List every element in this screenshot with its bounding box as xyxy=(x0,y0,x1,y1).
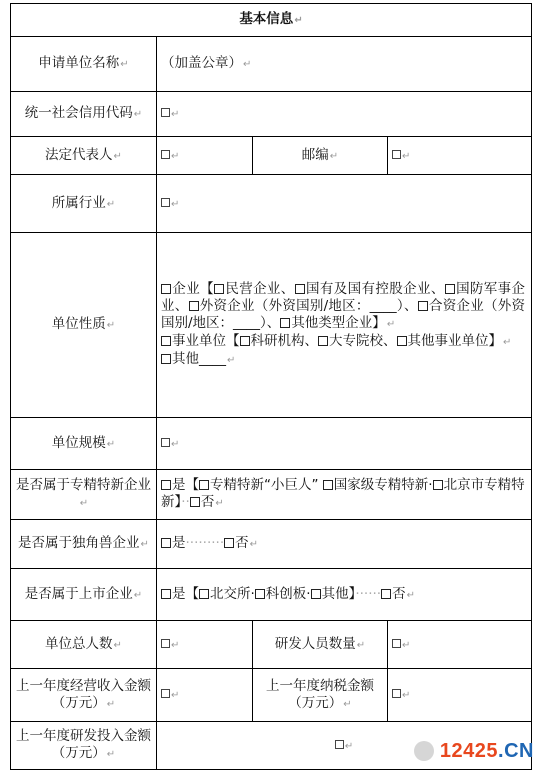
empty-box-icon xyxy=(392,639,401,648)
other-market-checkbox[interactable] xyxy=(311,589,321,599)
table-title: 基本信息↵ xyxy=(11,4,532,37)
rd-invest-label: 上一年度研发投入金额（万元）↵ xyxy=(11,722,157,770)
row-listed xyxy=(11,569,532,621)
row-unit-name xyxy=(11,37,532,92)
listed-label: 是否属于上市企业↵ xyxy=(11,569,157,621)
nature-field xyxy=(157,233,532,418)
defense-checkbox[interactable] xyxy=(445,284,455,294)
industry-label: 所属行业↵ xyxy=(11,175,157,233)
legal-rep-field[interactable]: ↵ xyxy=(157,137,253,175)
joint-venture-checkbox[interactable] xyxy=(418,301,428,311)
credit-code-label: 统一社会信用代码↵ xyxy=(11,92,157,137)
watermark: 12425.CN xyxy=(439,740,534,762)
postcode-field[interactable]: ↵ xyxy=(388,137,532,175)
college-checkbox[interactable] xyxy=(318,336,328,346)
table-header-row xyxy=(11,4,532,37)
total-staff-field[interactable]: ↵ xyxy=(157,621,253,669)
rd-staff-label: 研发人员数量↵ xyxy=(253,621,388,669)
total-staff-label: 单位总人数↵ xyxy=(11,621,157,669)
other-nature-checkbox[interactable] xyxy=(161,354,171,364)
watermark-logo-icon xyxy=(414,741,434,761)
nature-institution-para: 事业单位【 科研机构、 大专院校、 其他事业单位】↵ xyxy=(161,333,525,351)
star-market-checkbox[interactable] xyxy=(255,589,265,599)
empty-box-icon xyxy=(392,150,401,159)
beijing-specialized-checkbox[interactable] xyxy=(433,480,443,490)
industry-field[interactable]: ↵ xyxy=(157,175,532,233)
bse-checkbox[interactable] xyxy=(199,589,209,599)
foreign-checkbox[interactable] xyxy=(189,301,199,311)
unicorn-no-checkbox[interactable] xyxy=(224,538,234,548)
credit-code-field[interactable]: ↵ xyxy=(157,92,532,137)
listed-no-checkbox[interactable] xyxy=(381,589,391,599)
empty-box-icon xyxy=(161,639,170,648)
row-scale xyxy=(11,418,532,470)
national-specialized-checkbox[interactable] xyxy=(323,480,333,490)
specialized-label: 是否属于专精特新企业↵ xyxy=(11,470,157,520)
revenue-label: 上一年度经营收入金额（万元）↵ xyxy=(11,669,157,722)
tax-field[interactable]: ↵ xyxy=(388,669,532,722)
row-industry xyxy=(11,175,532,233)
scale-field[interactable]: ↵ xyxy=(157,418,532,470)
unicorn-yes-checkbox[interactable] xyxy=(161,538,171,548)
empty-box-icon xyxy=(161,198,170,207)
empty-box-icon xyxy=(161,108,170,117)
row-unicorn xyxy=(11,520,532,569)
empty-box-icon xyxy=(161,438,170,447)
nature-enterprise-para: 企业【 民营企业、 国有及国有控股企业、 国防军事企业、 外资企业（外资国别/地区：____）、 合资企业（外资国别/地区：____）、 其他类型企业】↵ xyxy=(161,281,526,331)
empty-box-icon xyxy=(161,150,170,159)
postcode-label: 邮编↵ xyxy=(253,137,388,175)
scale-label: 单位规模↵ xyxy=(11,418,157,470)
unit-name-label: 申请单位名称↵ xyxy=(11,37,157,92)
basic-info-table xyxy=(10,3,532,770)
unit-name-field[interactable]: （加盖公章）↵ xyxy=(157,37,532,92)
other-enterprise-checkbox[interactable] xyxy=(280,318,290,328)
unicorn-field: 是········· 否↵ xyxy=(157,520,532,569)
other-institution-checkbox[interactable] xyxy=(397,336,407,346)
row-staff xyxy=(11,621,532,669)
research-checkbox[interactable] xyxy=(240,336,250,346)
empty-box-icon xyxy=(335,740,344,749)
legal-rep-label: 法定代表人↵ xyxy=(11,137,157,175)
state-owned-checkbox[interactable] xyxy=(295,284,305,294)
tax-label: 上一年度纳税金额（万元）↵ xyxy=(253,669,388,722)
private-checkbox[interactable] xyxy=(214,284,224,294)
empty-box-icon xyxy=(392,689,401,698)
listed-yes-checkbox[interactable] xyxy=(161,589,171,599)
rd-staff-field[interactable]: ↵ xyxy=(388,621,532,669)
specialized-yes-checkbox[interactable] xyxy=(161,480,171,490)
empty-box-icon xyxy=(161,689,170,698)
unicorn-label: 是否属于独角兽企业↵ xyxy=(11,520,157,569)
row-legal-rep xyxy=(11,137,532,175)
specialized-no-checkbox[interactable] xyxy=(190,497,200,507)
enterprise-checkbox[interactable] xyxy=(161,284,171,294)
revenue-field[interactable]: ↵ xyxy=(157,669,253,722)
nature-other-para: 其他____↵ xyxy=(161,351,525,369)
specialized-field: 是【 专精特新“小巨人” 国家级专精特新· 北京市专精特新】·· 否↵ xyxy=(157,470,532,520)
row-specialized xyxy=(11,470,532,520)
row-revenue xyxy=(11,669,532,722)
rd-invest-field[interactable]: ↵ xyxy=(157,722,532,770)
row-nature xyxy=(11,233,532,418)
listed-field: 是【 北交所· 科创板· 其他】······ 否↵ xyxy=(157,569,532,621)
row-credit-code xyxy=(11,92,532,137)
nature-label: 单位性质↵ xyxy=(11,233,157,418)
little-giant-checkbox[interactable] xyxy=(199,480,209,490)
institution-checkbox[interactable] xyxy=(161,336,171,346)
